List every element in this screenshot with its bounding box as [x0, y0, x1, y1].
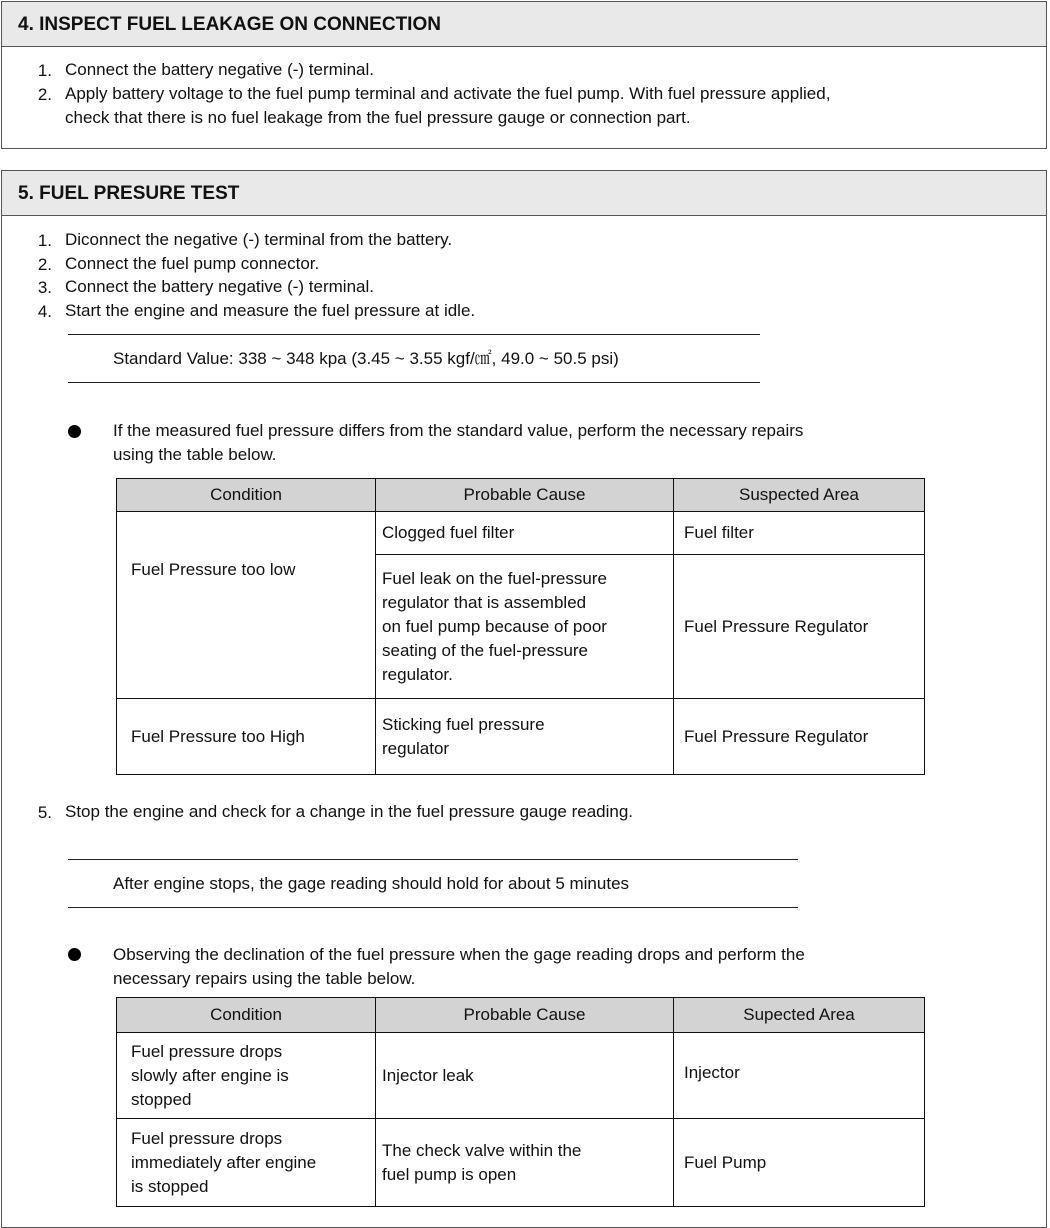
cause-line: on fuel pump because of poor: [382, 616, 607, 636]
column-header: Condition: [117, 998, 376, 1033]
cause-line: regulator.: [382, 664, 453, 684]
condition-cell: [117, 512, 376, 699]
bullet-text-continued: using the table below.: [113, 445, 277, 464]
divider: [68, 382, 760, 383]
area-text: Injector: [684, 1063, 740, 1082]
area-cell: [674, 512, 925, 555]
divider: [68, 859, 798, 860]
column-header: Probable Cause: [376, 998, 674, 1033]
step-number: 1.: [37, 231, 52, 250]
section-fuel-pressure-test: [1, 170, 1047, 1228]
step-number: 2.: [37, 255, 52, 274]
step-number: 4.: [37, 302, 52, 321]
step-number: 1.: [37, 61, 52, 80]
divider: [68, 334, 760, 335]
condition-line: is stopped: [131, 1176, 209, 1196]
cause-line: seating of the fuel-pressure: [382, 640, 589, 660]
bullet-text-continued: necessary repairs using the table below.: [113, 969, 416, 988]
condition-line: stopped: [131, 1089, 192, 1109]
cause-cell: [376, 1119, 674, 1207]
area-text: Fuel Pressure Regulator: [684, 726, 869, 746]
column-header: Probable Cause: [376, 479, 674, 512]
section-inspect-fuel-leakage: [1, 1, 1047, 149]
area-cell: [674, 1119, 925, 1207]
step-text: Connect the fuel pump connector.: [65, 254, 320, 273]
column-header: Suspected Area: [674, 479, 925, 512]
cause-line: Injector leak: [382, 1065, 474, 1085]
step-text: Diconnect the negative (-) terminal from the battery.: [65, 230, 453, 249]
area-cell: [674, 1033, 925, 1119]
step-text: Connect the battery negative (-) terminal.: [65, 60, 374, 79]
cause-cell: [376, 699, 674, 775]
column-header: Condition: [117, 479, 376, 512]
condition-cell: [117, 1119, 376, 1207]
pressure-drop-repair-table: [116, 997, 925, 1207]
step-text: Start the engine and measure the fuel pressure at idle.: [65, 301, 476, 320]
condition-cell: [117, 1033, 376, 1119]
area-cell: [674, 699, 925, 775]
cause-line: regulator that is assembled: [382, 592, 587, 612]
area-text: Fuel filter: [684, 523, 754, 542]
hold-note: After engine stops, the gage reading should hold for about 5 minutes: [113, 874, 630, 893]
fuel-pressure-repair-table: [116, 478, 925, 775]
area-text: Fuel Pressure Regulator: [684, 616, 869, 636]
step-number: 5.: [37, 803, 52, 822]
condition-line: Fuel pressure drops: [131, 1128, 283, 1148]
step-number: 3.: [37, 278, 52, 297]
area-text: Fuel Pump: [684, 1152, 767, 1172]
step-text: Connect the battery negative (-) terminal.: [65, 277, 374, 296]
step-text: Stop the engine and check for a change in the fuel pressure gauge reading.: [65, 802, 634, 821]
divider: [68, 907, 798, 908]
section-4-heading: 4. INSPECT FUEL LEAKAGE ON CONNECTION: [2, 2, 1046, 47]
section-5-heading: 5. FUEL PRESURE TEST: [2, 171, 1046, 216]
area-cell: [674, 555, 925, 699]
cause-line: fuel pump is open: [382, 1164, 517, 1184]
standard-value: Standard Value: 338 ~ 348 kpa (3.45 ~ 3.55 kgf/㎠, 49.0 ~ 50.5 psi): [113, 349, 619, 368]
cause-cell: [376, 1033, 674, 1119]
cause-cell: [376, 512, 674, 555]
condition-line: Fuel pressure drops: [131, 1041, 283, 1061]
step-text: Apply battery voltage to the fuel pump terminal and activate the fuel pump. With fuel pressure applied,: [65, 84, 831, 103]
cause-line: regulator: [382, 738, 450, 758]
cause-line: The check valve within the: [382, 1140, 582, 1160]
cause-line: Fuel leak on the fuel-pressure: [382, 568, 607, 588]
column-header: Supected Area: [674, 998, 925, 1033]
bullet-icon: [68, 948, 81, 961]
bullet-text: If the measured fuel pressure differs from the standard value, perform the necessary repairs: [113, 421, 804, 440]
cause-text: Clogged fuel filter: [382, 523, 515, 542]
condition-text: Fuel Pressure too High: [131, 726, 305, 746]
step-text-continued: check that there is no fuel leakage from the fuel pressure gauge or connection part.: [65, 108, 691, 127]
cause-line: Sticking fuel pressure: [382, 714, 545, 734]
condition-cell: [117, 699, 376, 775]
bullet-icon: [68, 425, 81, 438]
condition-text: Fuel Pressure too low: [131, 560, 296, 579]
step-number: 2.: [37, 85, 52, 104]
condition-line: slowly after engine is: [131, 1065, 289, 1085]
cause-cell: [376, 555, 674, 699]
bullet-text: Observing the declination of the fuel pressure when the gage reading drops and perform the: [113, 945, 805, 964]
condition-line: immediately after engine: [131, 1152, 317, 1172]
